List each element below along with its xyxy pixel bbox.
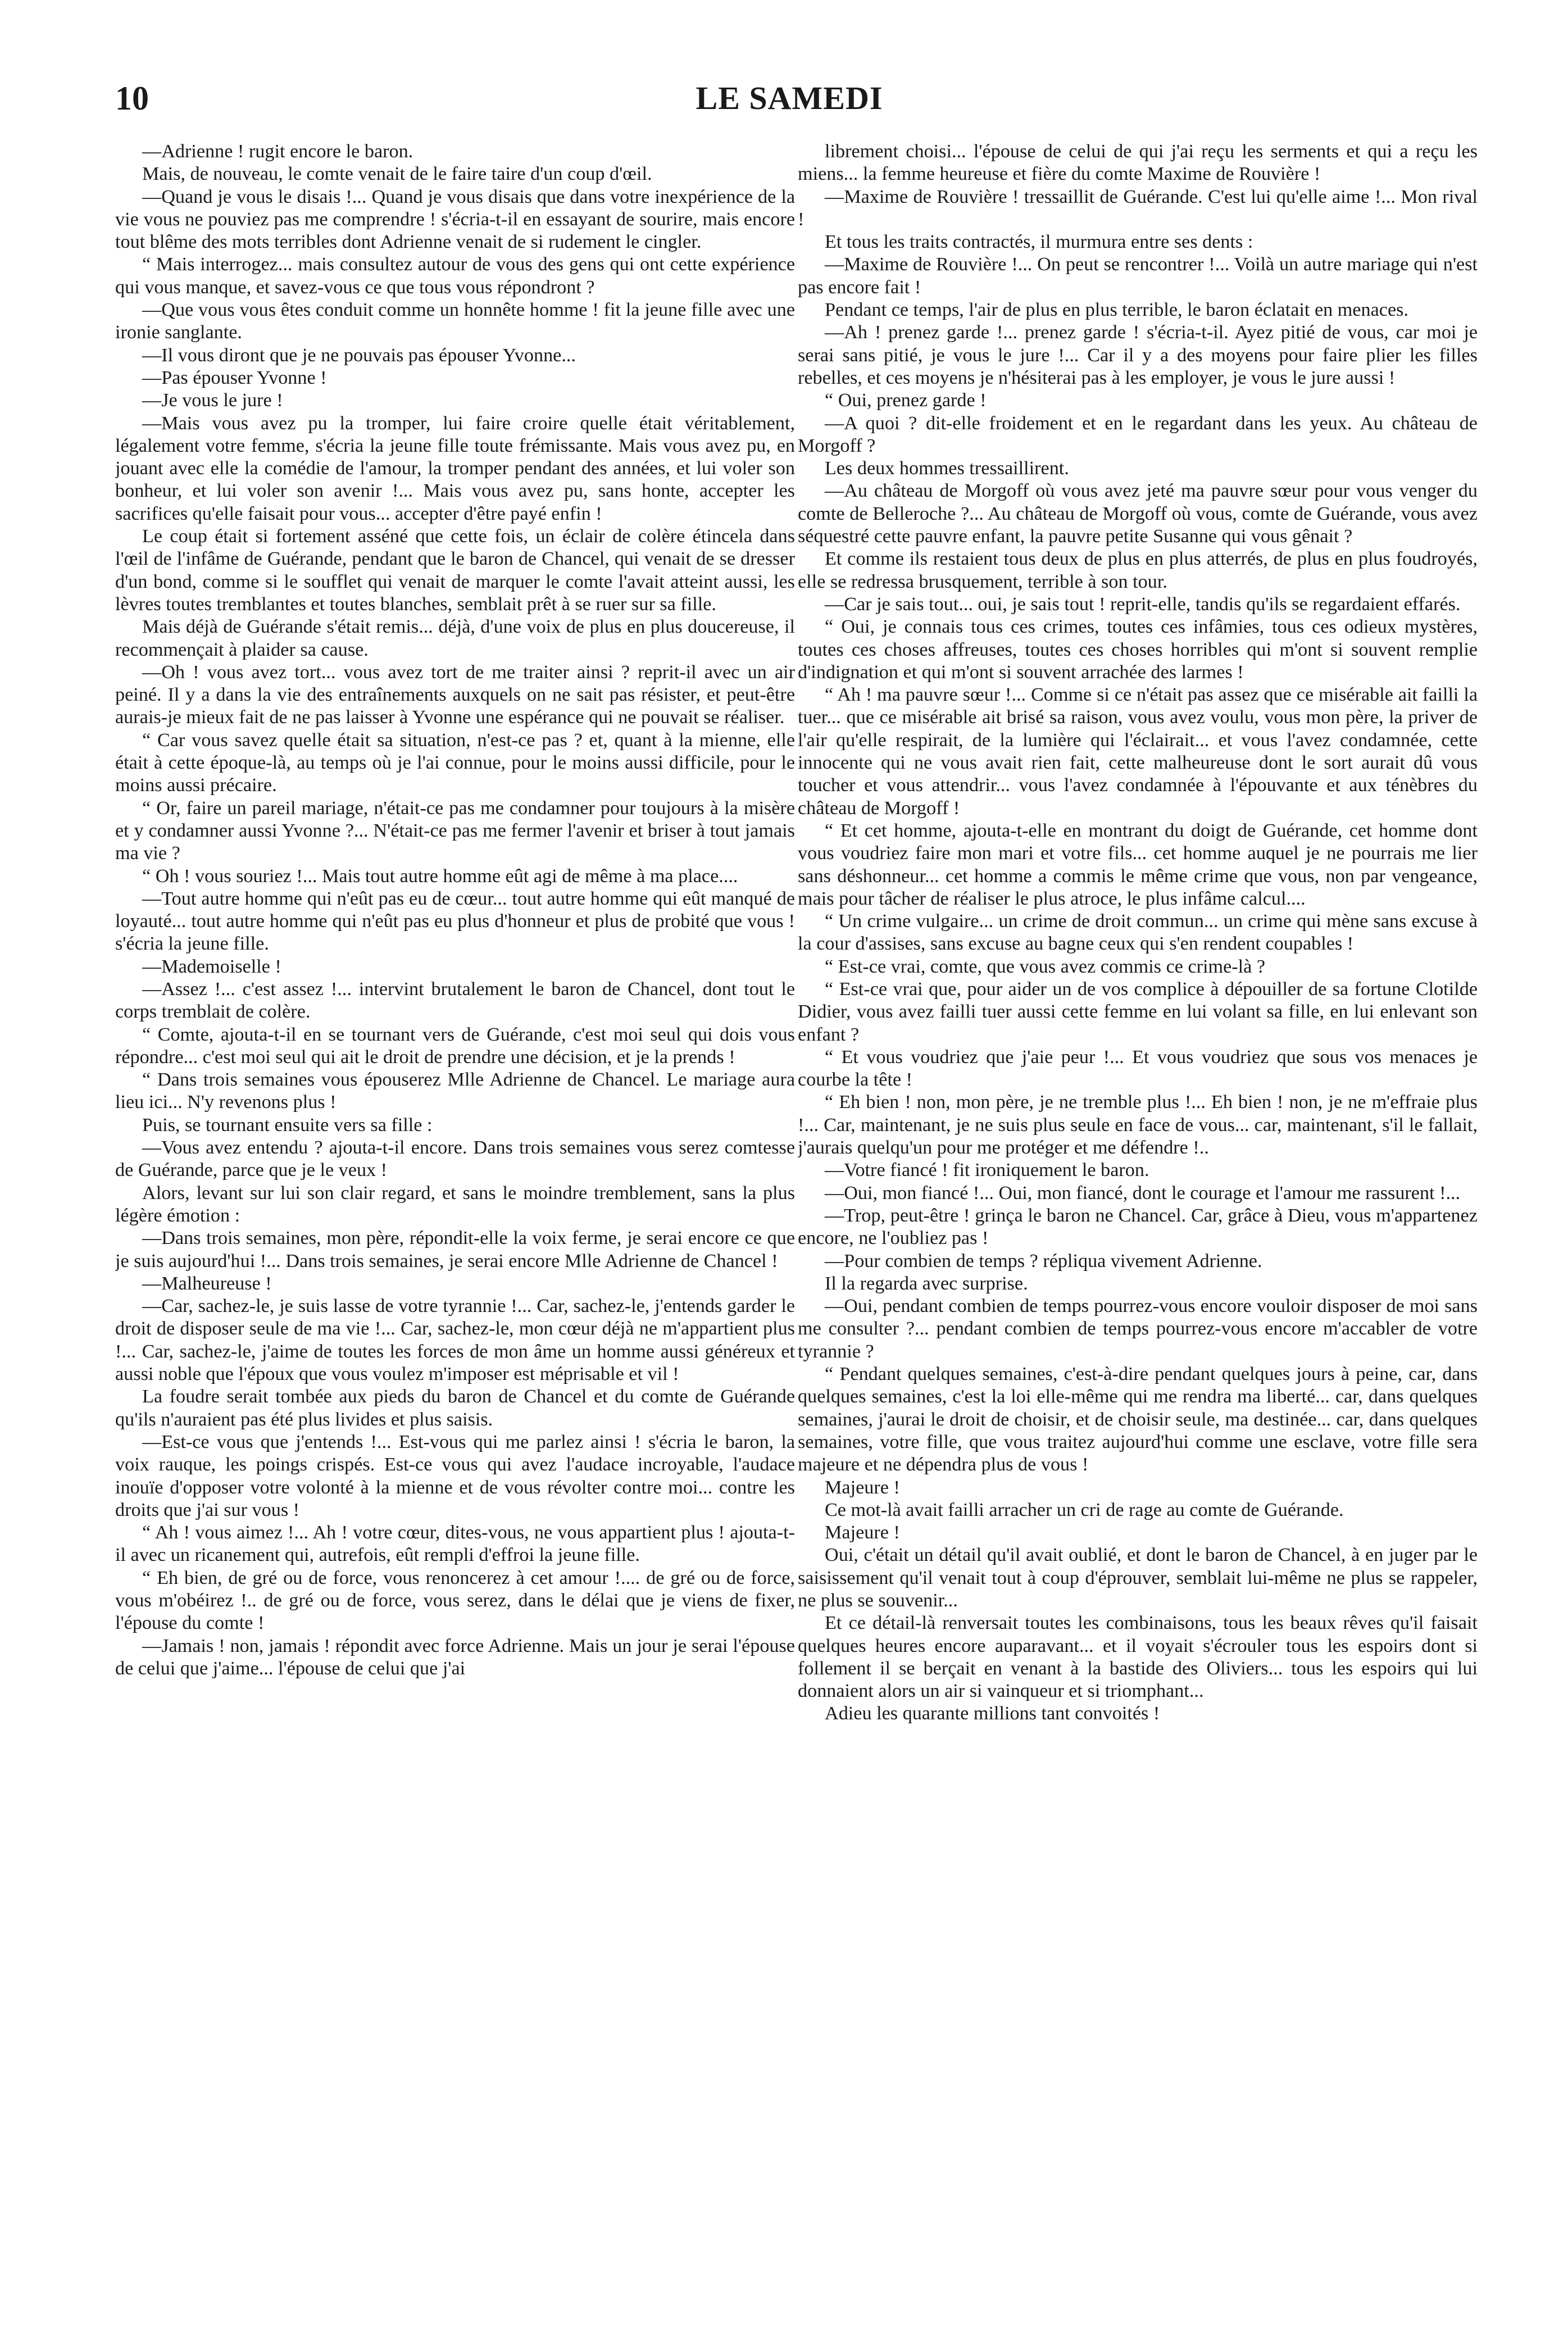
paragraph: —Adrienne ! rugit encore le baron. — [142, 141, 413, 162]
paragraph: —Votre fiancé ! fit ironiquement le baron. — [825, 1160, 1149, 1181]
paragraph: —Oh ! vous avez tort... vous avez tort de me traiter ainsi ? reprit-il avec un air peiné. Il y a dans la vie des entraînements auxquels on ne sait pas résister, et peut-être aurais-je mieux fait de ne pas laisser à Yvonne une espérance qui ne pouvait se réaliser. — [115, 661, 795, 728]
paragraph: “ Oui, je connais tous ces crimes, toutes ces infâmies, tous ces odieux mystères, toutes ces choses affreuses, toutes ces choses horribles qui m'ont si souvent remplie d'indignation et qui m'ont si souvent arrachée des larmes ! — [798, 616, 1478, 683]
paragraph: “ Pendant quelques semaines, c'est-à-dire pendant quelques jours à peine, car, dans quelques semaines, c'est la loi elle-même qui me rendra ma liberté... car, dans quelques semaines, j'aurai le droit de choisir, et de choisir seule, ma destinée... car, dans quelques semaines, votre fille, que vous traitez aujourd'hui comme une esclave, votre fille sera majeure et ne dépendra plus de vous ! — [798, 1364, 1478, 1475]
paragraph: Majeure ! — [825, 1477, 900, 1498]
paragraph: “ Et cet homme, ajouta-t-elle en montrant du doigt de Guérande, cet homme dont vous voudriez faire mon mari et votre fils... cet homme auquel je ne pourrais me lier sans déshonneur... cet homme a commis le même crime que vous, non par vengeance, mais pour tâcher de réaliser le plus atroce, le plus infâme calcul.... — [798, 820, 1478, 909]
paragraph: “ Comte, ajouta-t-il en se tournant vers de Guérande, c'est moi seul qui dois vous répondre... c'est moi seul qui ait le droit de prendre une décision, et je la prends ! — [115, 1024, 795, 1068]
paragraph: Le coup était si fortement asséné que cette fois, un éclair de colère étincela dans l'œil de l'infâme de Guérande, pendant que le baron de Chancel, qui venait de se dresser d'un bond, comme si le soufflet qui venait de marquer le comte l'avait atteint aussi, les lèvres toutes tremblantes et toutes blanches, semblait prêt à se ruer sur sa fille. — [115, 526, 795, 615]
paragraph: —Est-ce vous que j'entends !... Est-vous qui me parlez ainsi ! s'écria le baron, la voix rauque, les poings crispés. Est-ce vous qui avez l'audace incroyable, l'audace inouïe d'opposer votre volonté à la mienne et de vous révolter contre moi... contre les droits que j'ai sur vous ! — [115, 1431, 795, 1520]
paragraph: Et tous les traits contractés, il murmura entre ses dents : — [825, 231, 1253, 253]
paragraph: —Quand je vous le disais !... Quand je vous disais que dans votre inexpérience de la vie vous ne pouviez pas me comprendre ! s'écria-t-il en essayant de sourire, mais encore tout blême des mots terribles dont Adrienne venait de si rudement le cingler. — [115, 186, 795, 253]
paragraph: —Oui, pendant combien de temps pourrez-vous encore vouloir disposer de moi sans me consulter ?... pendant combien de temps pourrez-vous encore m'accabler de votre tyrannie ? — [798, 1296, 1478, 1362]
paragraph: “ Est-ce vrai que, pour aider un de vos complice à dépouiller de sa fortune Clotilde Didier, vous avez failli tuer aussi cette femme en lui volant sa fille, en lui enlevant son enfant ? — [798, 978, 1478, 1045]
paragraph: “ Mais interrogez... mais consultez autour de vous des gens qui ont cette expérience qui vous manque, et savez-vous ce que tous vous répondront ? — [115, 254, 795, 298]
paragraph: La foudre serait tombée aux pieds du baron de Chancel et du comte de Guérande qu'ils n'auraient pas été plus livides et plus saisis. — [115, 1386, 795, 1430]
paragraph: —Au château de Morgoff où vous avez jeté ma pauvre sœur pour vous venger du comte de Belleroche ?... Au château de Morgoff où vous, comte de Guérande, vous avez séquestré cette pauvre enfant, la pauvre petite Susanne qui vous gênait ? — [798, 480, 1478, 547]
paragraph: —Mademoiselle ! — [142, 956, 281, 977]
paragraph: —Je vous le jure ! — [142, 390, 283, 411]
text-column-right — [798, 140, 1478, 2315]
paragraph: “ Car vous savez quelle était sa situation, n'est-ce pas ? et, quant à la mienne, elle était à cette époque-là, au temps où je l'ai connue, pour le moins aussi difficile, pour le moins aussi précaire. — [115, 729, 795, 796]
paragraph: —Pas épouser Yvonne ! — [142, 367, 327, 388]
paragraph: Les deux hommes tressaillirent. — [825, 458, 1069, 479]
paragraph: Mais déjà de Guérande s'était remis... déjà, d'une voix de plus en plus doucereuse, il recommençait à plaider sa cause. — [115, 616, 795, 660]
paragraph: —Que vous vous êtes conduit comme un honnête homme ! fit la jeune fille avec une ironie sanglante. — [115, 299, 795, 343]
paragraph: “ Et vous voudriez que j'aie peur !... Et vous voudriez que sous vos menaces je courbe la tête ! — [798, 1046, 1478, 1091]
page-number: 10 — [115, 80, 149, 117]
paragraph: —Maxime de Rouvière !... On peut se rencontrer !... Voilà un autre mariage qui n'est pas encore fait ! — [798, 254, 1478, 298]
paragraph: —Jamais ! non, jamais ! répondit avec force Adrienne. Mais un jour je serai l'épouse de celui que j'aime... l'épouse de celui que j'ai — [115, 1635, 795, 1679]
paragraph: —Tout autre homme qui n'eût pas eu de cœur... tout autre homme qui eût manqué de loyauté... tout autre homme qui n'eût pas eu plus d'honneur et plus de probité que vous ! s'écria la jeune fille. — [115, 888, 795, 955]
paragraph: “ Ah ! vous aimez !... Ah ! votre cœur, dites-vous, ne vous appartient plus ! ajouta-t-il avec un ricanement qui, autrefois, eût rempli d'effroi la jeune fille. — [115, 1522, 795, 1566]
paragraph: Adieu les quarante millions tant convoités ! — [825, 1703, 1160, 1724]
paragraph: Mais, de nouveau, le comte venait de le faire taire d'un coup d'œil. — [142, 164, 652, 185]
paragraph: “ Oui, prenez garde ! — [825, 390, 987, 411]
paragraph: “ Ah ! ma pauvre sœur !... Comme si ce n'était pas assez que ce misérable ait failli la tuer... que ce misérable ait brisé sa raison, vous avez voulu, vous mon père, la priver de l'air qu'elle respirait, de la lumière qui l'éclairait... et vous l'avez condamnée, cette innocente qui ne vous avait rien fait, cette malheureuse dont le sort aurait dû vous toucher et vous attendrir... vous l'avez condamnée à l'épouvante et aux ténèbres du château de Morgoff ! — [798, 684, 1478, 819]
paragraph: “ Est-ce vrai, comte, que vous avez commis ce crime-là ? — [825, 956, 1266, 977]
paragraph: librement choisi... l'épouse de celui de qui j'ai reçu les serments et qui a reçu les miens... la femme heureuse et fière du comte Maxime de Rouvière ! — [798, 141, 1478, 185]
paragraph: Et comme ils restaient tous deux de plus en plus atterrés, de plus en plus foudroyés, elle se redressa brusquement, terrible à son tour. — [798, 548, 1478, 592]
journal-title: LE SAMEDI — [696, 80, 883, 116]
paragraph: “ Eh bien, de gré ou de force, vous renoncerez à cet amour !.... de gré ou de force, vous m'obéirez !.. de gré ou de force, vous serez, dans le délai que je viens de fixer, l'épouse du comte ! — [115, 1567, 795, 1634]
paragraph: —Trop, peut-être ! grinça le baron ne Chancel. Car, grâce à Dieu, vous m'appartenez encore, ne l'oubliez pas ! — [798, 1205, 1478, 1249]
paragraph: —Assez !... c'est assez !... intervint brutalement le baron de Chancel, dont tout le corps tremblait de colère. — [115, 978, 795, 1023]
paragraph: Alors, levant sur lui son clair regard, et sans le moindre tremblement, sans la plus légère émotion : — [115, 1182, 795, 1226]
paragraph: Puis, se tournant ensuite vers sa fille : — [142, 1114, 433, 1136]
paragraph: Oui, c'était un détail qu'il avait oublié, et dont le baron de Chancel, à en juger par le saisissement qu'il venait tout à coup d'éprouver, semblait lui-même ne plus se rappeler, ne plus se souvenir... — [798, 1545, 1478, 1611]
paragraph: “ Oh ! vous souriez !... Mais tout autre homme eût agi de même à ma place.... — [142, 865, 738, 887]
paragraph: —Mais vous avez pu la tromper, lui faire croire quelle était véritablement, légalement votre femme, s'écria la jeune fille toute frémissante. Mais vous avez pu, en jouant avec elle la comédie de l'amour, la tromper pendant des années, et lui voler son bonheur, et lui voler son avenir !... Mais vous avez pu, sans honte, accepter les sacrifices qu'elle faisait pour vous... accepter d'être payé enfin ! — [115, 412, 795, 524]
paragraph: Et ce détail-là renversait toutes les combinaisons, tous les beaux rêves qu'il faisait quelques heures encore auparavant... et il voyait s'écrouler tous les espoirs dont si follement il se berçait en venant à la bastide des Oliviers... tous les espoirs qui lui donnaient alors un air si vainqueur et si triomphant... — [798, 1613, 1478, 1702]
paragraph: “ Eh bien ! non, mon père, je ne tremble plus !... Eh bien ! non, je ne m'effraie plus !... Car, maintenant, je ne suis plus seule en face de vous... car, maintenant, s'il le fallait, j'aurais quelqu'un pour me protéger et me défendre !.. — [798, 1092, 1478, 1159]
paragraph: Il la regarda avec surprise. — [825, 1273, 1028, 1294]
paragraph: —Dans trois semaines, mon père, répondit-elle la voix ferme, je serai encore ce que je suis aujourd'hui !... Dans trois semaines, je serai encore Mlle Adrienne de Chancel ! — [115, 1228, 795, 1272]
paragraph: Pendant ce temps, l'air de plus en plus terrible, le baron éclatait en menaces. — [825, 299, 1408, 321]
paragraph: —Maxime de Rouvière ! tressaillit de Guérande. C'est lui qu'elle aime !... Mon rival ! — [798, 186, 1478, 230]
paragraph: “ Dans trois semaines vous épouserez Mlle Adrienne de Chancel. Le mariage aura lieu ici... N'y revenons plus ! — [115, 1069, 795, 1113]
paragraph: —Car, sachez-le, je suis lasse de votre tyrannie !... Car, sachez-le, j'entends garder le droit de disposer seule de ma vie !... Car, sachez-le, mon cœur déjà ne m'appartient plus !... Car, sachez-le, j'aime de toutes les forces de mon âme un homme aussi généreux et aussi noble que l'époux que vous voulez m'imposer est méprisable et vil ! — [115, 1296, 795, 1385]
paragraph: Ce mot-là avait failli arracher un cri de rage au comte de Guérande. — [825, 1499, 1344, 1520]
paragraph: —Vous avez entendu ? ajouta-t-il encore. Dans trois semaines vous serez comtesse de Guérande, parce que je le veux ! — [115, 1137, 795, 1181]
paragraph: —Oui, mon fiancé !... Oui, mon fiancé, dont le courage et l'amour me rassurent !... — [825, 1182, 1461, 1204]
paragraph: “ Un crime vulgaire... un crime de droit commun... un crime qui mène sans excuse à la cour d'assises, sans excuse au bagne ceux qui s'en rendent coupables ! — [798, 911, 1478, 955]
paragraph: Majeure ! — [825, 1522, 900, 1543]
paragraph: —Malheureuse ! — [142, 1273, 272, 1294]
text-column-left — [115, 140, 795, 2315]
paragraph: —Car je sais tout... oui, je sais tout ! reprit-elle, tandis qu'ils se regardaient effarés. — [825, 593, 1461, 615]
paragraph: —A quoi ? dit-elle froidement et en le regardant dans les yeux. Au château de Morgoff ? — [798, 412, 1478, 456]
paragraph: —Pour combien de temps ? répliqua vivement Adrienne. — [825, 1250, 1262, 1272]
paragraph: —Ah ! prenez garde !... prenez garde ! s'écria-t-il. Ayez pitié de vous, car moi je serai sans pitié, je vous le jure !... Car il y a des moyens pour faire plier les filles rebelles, et ces moyens je n'hésiterai pas à les employer, je vous le jure aussi ! — [798, 322, 1478, 388]
page-header — [115, 79, 1464, 124]
paragraph: “ Or, faire un pareil mariage, n'était-ce pas me condamner pour toujours à la misère et y condamner aussi Yvonne ?... N'était-ce pas me fermer l'avenir et briser à tout jamais ma vie ? — [115, 797, 795, 864]
paragraph: —Il vous diront que je ne pouvais pas épouser Yvonne... — [142, 344, 576, 366]
